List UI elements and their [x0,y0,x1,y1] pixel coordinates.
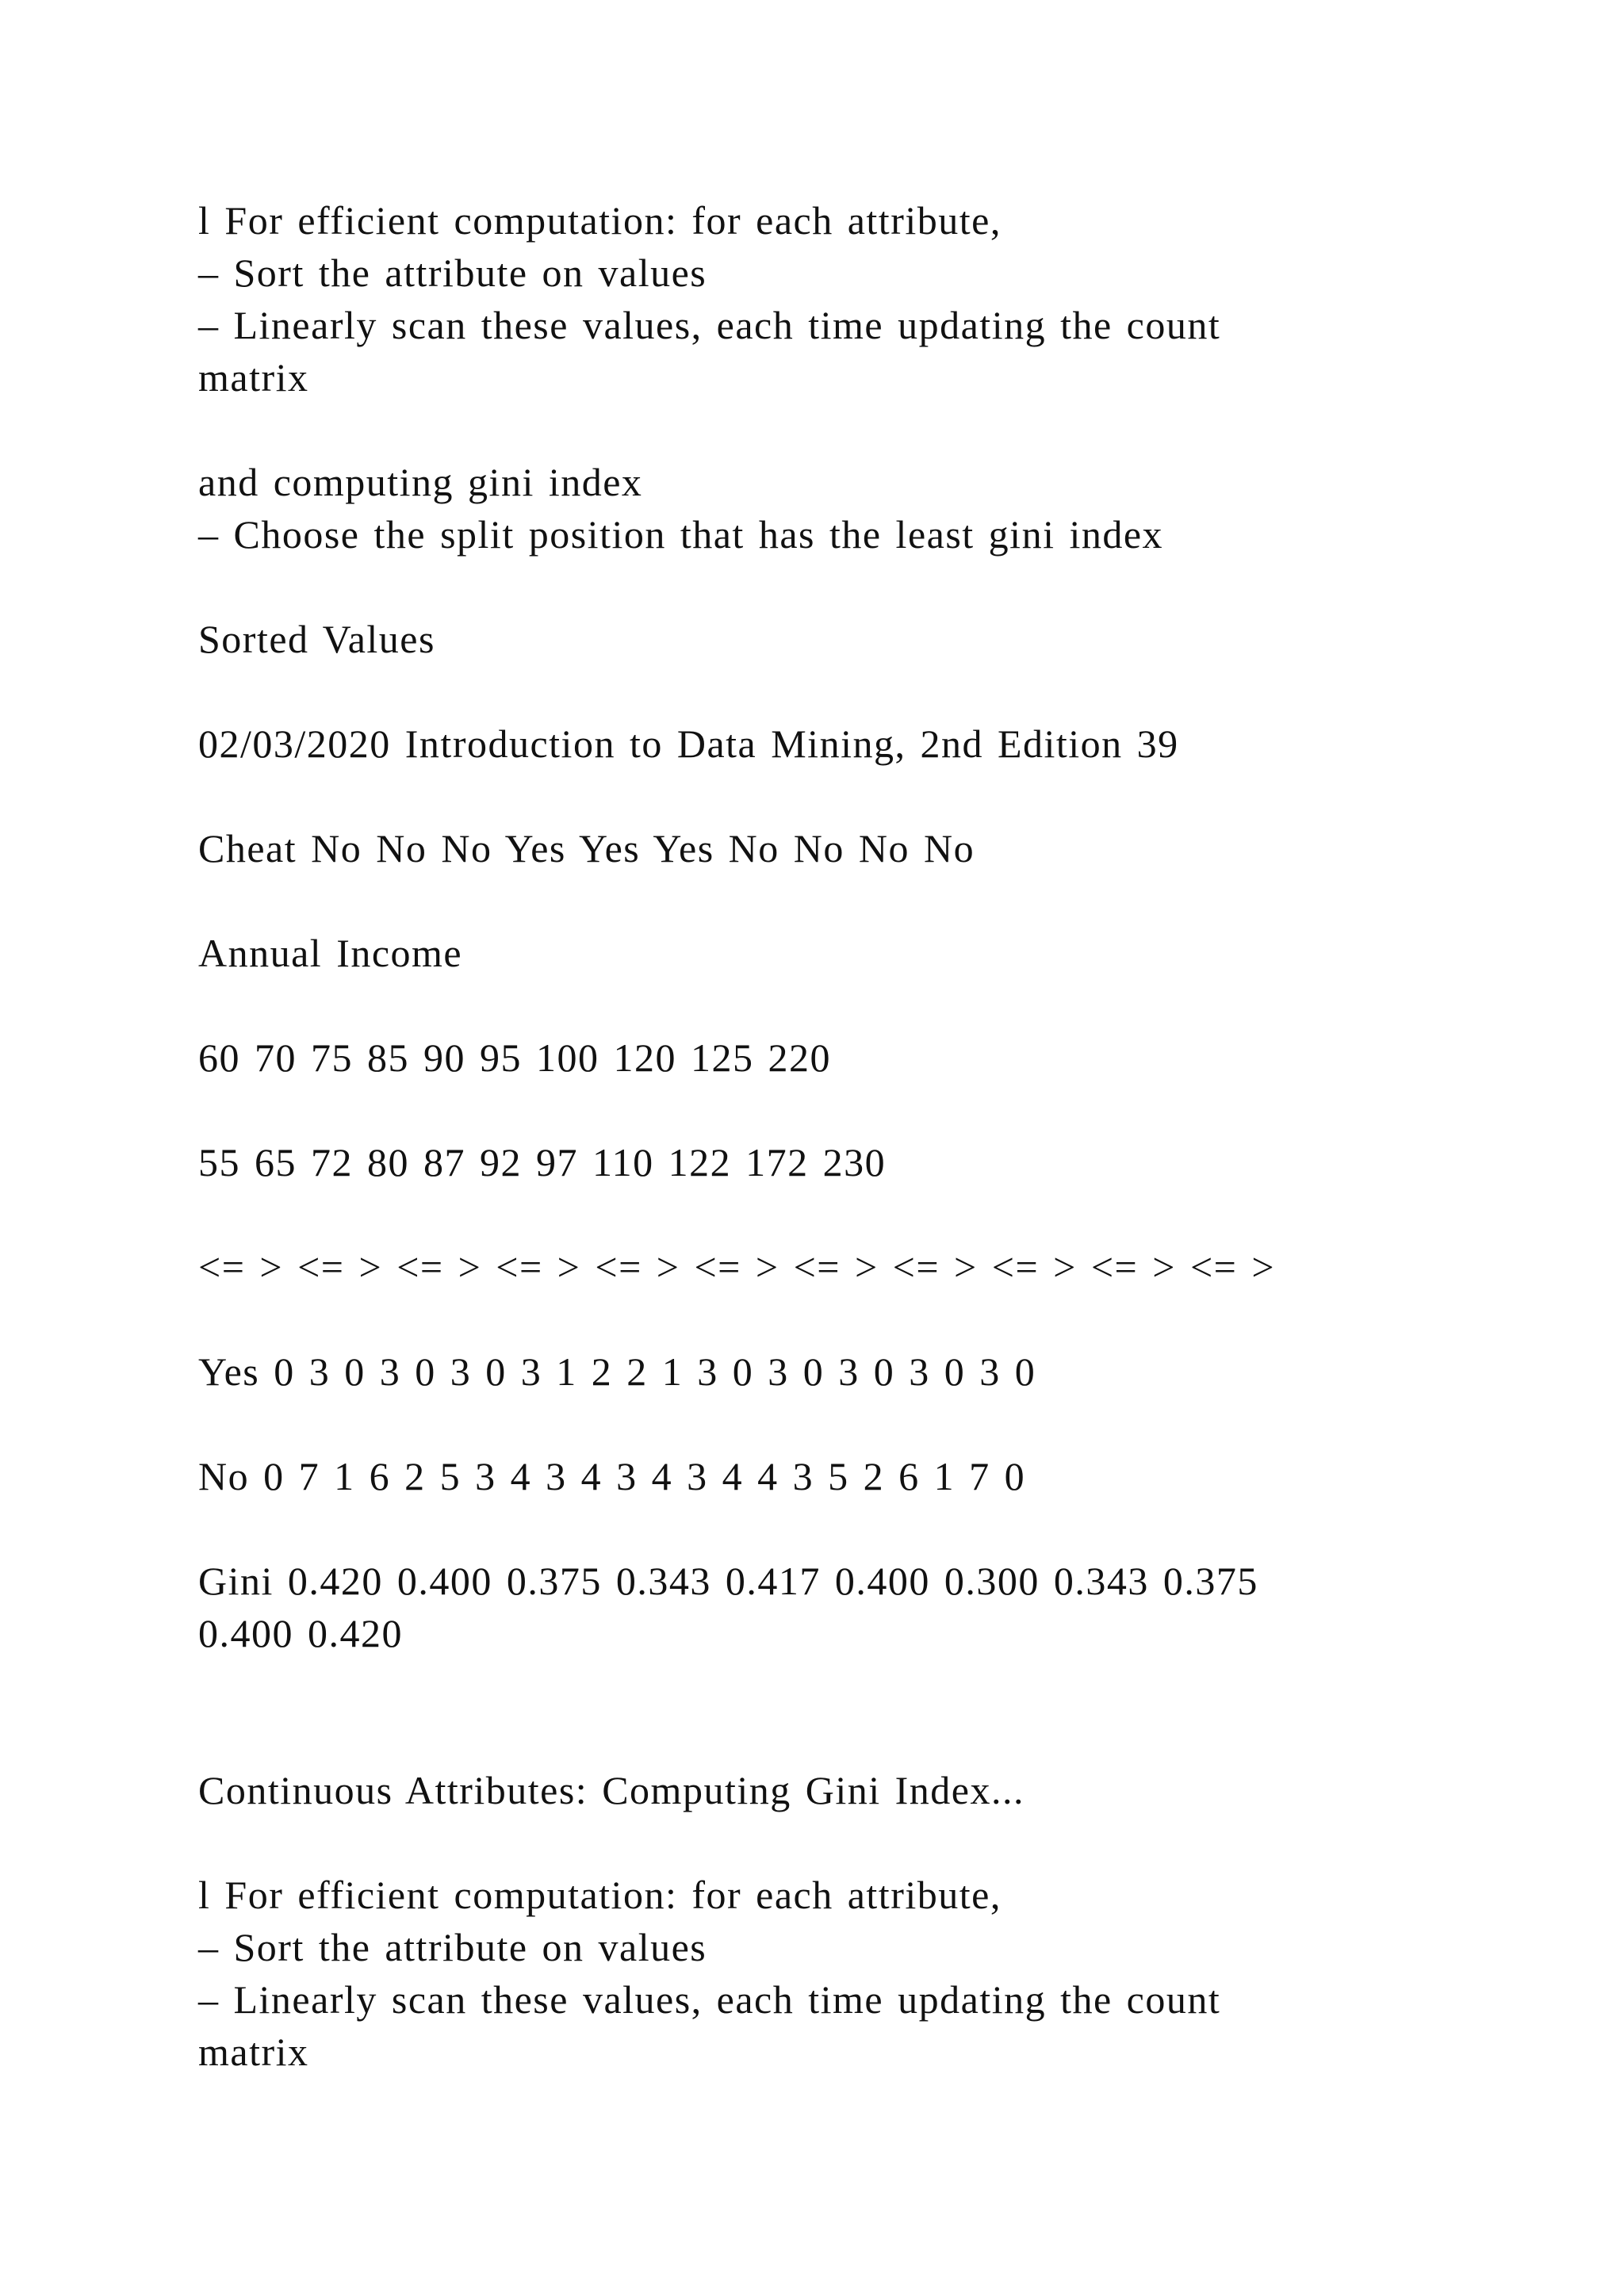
text-line: matrix [198,2030,309,2074]
blank-line [198,1712,1435,1764]
yes-counts: Yes 0 3 0 3 0 3 0 3 1 2 2 1 3 0 3 0 3 0 3 0 3 0 [198,1349,1036,1394]
text-line: Gini 0.420 0.400 0.375 0.343 0.417 0.400 0.300 0.343 0.375 [198,1559,1258,1603]
cheat-row: Cheat No No No Yes Yes Yes No No No No [198,826,975,871]
text-line: – Sort the attribute on values [198,1925,707,1969]
paragraph-gini-index [198,456,1435,561]
annual-income-label: Annual Income [198,931,463,975]
sorted-values-label: Sorted Values [198,617,435,661]
split-positions: 55 65 72 80 87 92 97 110 122 172 230 [198,1140,887,1184]
text-line: and computing gini index [198,460,643,504]
text-line: l For efficient computation: for each attribute, [198,198,1002,243]
section-heading: Continuous Attributes: Computing Gini Index... [198,1768,1025,1812]
no-counts: No 0 7 1 6 2 5 3 4 3 4 3 4 3 4 4 3 5 2 6 1 7 0 [198,1454,1026,1498]
text-line: – Linearly scan these values, each time updating the count [198,1977,1221,2022]
text-line: – Linearly scan these values, each time updating the count [198,303,1221,347]
paragraph-efficient-computation-repeat [198,1869,1435,2078]
text-line: matrix [198,355,309,400]
text-line: – Choose the split position that has the least gini index [198,512,1164,557]
sorted-income-values: 60 70 75 85 90 95 100 120 125 220 [198,1035,831,1080]
comparison-operators: <= > <= > <= > <= > <= > <= > <= > <= > <= > <= > <= > [198,1245,1276,1289]
paragraph-efficient-computation [198,194,1435,404]
document-body [198,194,1435,2078]
text-line: – Sort the attribute on values [198,251,707,295]
text-line: l For efficient computation: for each attribute, [198,1873,1002,1917]
text-line: 0.400 0.420 [198,1611,403,1655]
slide-footer: 02/03/2020 Introduction to Data Mining, 2nd Edition 39 [198,721,1179,766]
gini-values [198,1555,1435,1659]
